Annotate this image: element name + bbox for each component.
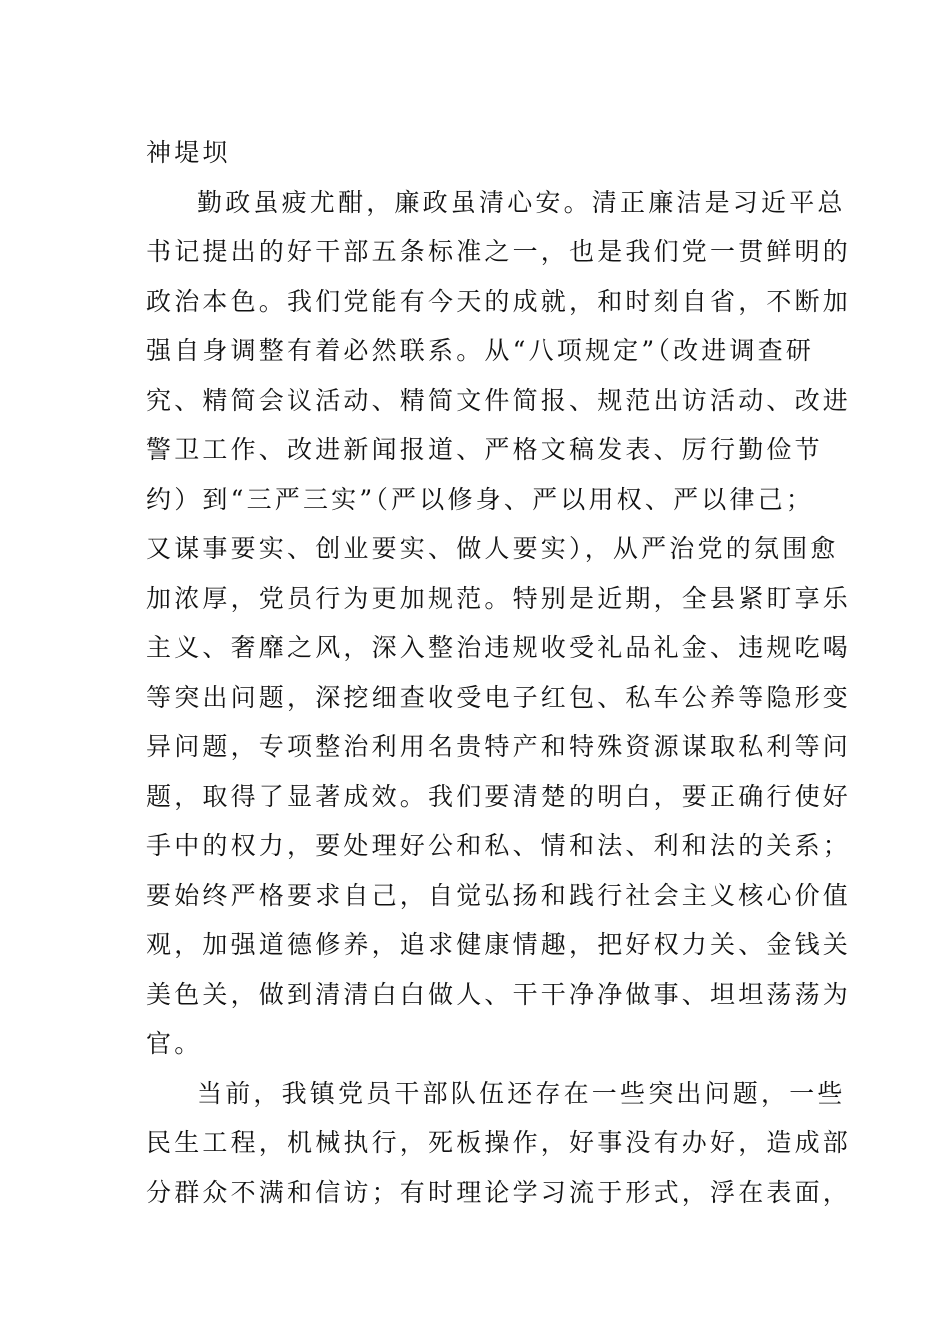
text-line: 等突出问题，深挖细查收受电子红包、私车公养等隐形变 — [146, 682, 852, 712]
text-line: 观，加强道德修养，追求健康情趣，把好权力关、金钱关 — [146, 930, 852, 959]
text-line: 神堤坝 — [146, 138, 231, 167]
text-line: 要始终严格要求自己，自觉弘扬和践行社会主义核心价值 — [146, 880, 852, 910]
text-line: 书记提出的好干部五条标准之一，也是我们党一贯鲜明的 — [146, 237, 852, 266]
document-body — [146, 128, 852, 1217]
text-line: 约）到“三严三实”（严以修身、严以用权、严以律己； — [146, 484, 815, 514]
paragraph-start-line: 当前，我镇党员干部队伍还存在一些突出问题，一些 — [197, 1078, 846, 1108]
text-line: 主义、奢靡之风，深入整治违规收受礼品礼金、违规吃喝 — [146, 633, 852, 662]
text-line: 异问题，专项整治利用名贵特产和特殊资源谋取私利等问 — [146, 732, 852, 761]
text-line: 手中的权力，要处理好公和私、情和法、利和法的关系； — [146, 831, 852, 860]
text-line: 题，取得了显著成效。我们要清楚的明白，要正确行使好 — [146, 781, 852, 811]
paragraph-start-line: 勤政虽疲尤酣，廉政虽清心安。清正廉洁是习近平总 — [197, 187, 846, 217]
text-line: 分群众不满和信访；有时理论学习流于形式，浮在表面， — [146, 1177, 852, 1207]
text-line: 强自身调整有着必然联系。从“八项规定”（改进调查研 — [146, 336, 815, 365]
text-line: 警卫工作、改进新闻报道、严格文稿发表、厉行勤俭节 — [146, 435, 823, 464]
text-line: 又谋事要实、创业要实、做人要实），从严治党的氛围愈 — [146, 534, 839, 563]
text-line: 究、精简会议活动、精简文件简报、规范出访活动、改进 — [146, 385, 852, 415]
text-line: 民生工程，机械执行，死板操作，好事没有办好，造成部 — [146, 1128, 852, 1157]
text-line: 政治本色。我们党能有今天的成就，和时刻自省，不断加 — [146, 286, 852, 316]
text-line: 加浓厚，党员行为更加规范。特别是近期，全县紧盯享乐 — [146, 583, 852, 613]
text-line: 美色关，做到清清白白做人、干干净净做事、坦坦荡荡为 — [146, 979, 852, 1009]
paragraph-end-line: 官。 — [146, 1029, 203, 1058]
